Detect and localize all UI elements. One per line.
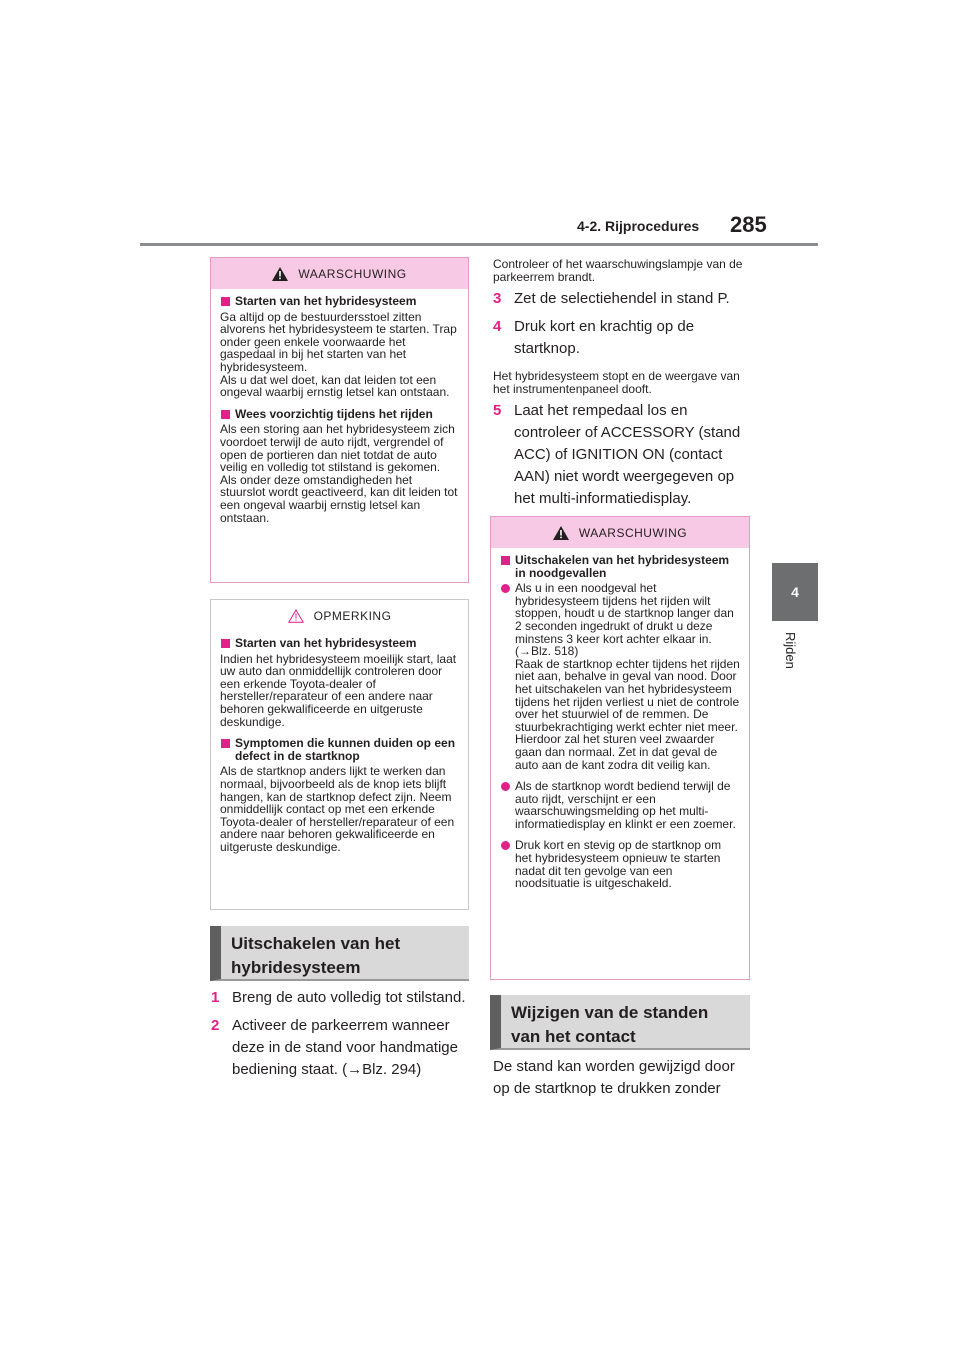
header-divider [140, 243, 818, 246]
note-text: Controleer of het waarschuwingslampje van de parkeerrem brandt. [493, 257, 743, 284]
warning-header [491, 517, 749, 548]
note-text: Het hybridesysteem stopt en de weergave van het instrumentenpaneel dooft. [493, 369, 740, 396]
paragraph: Indien het hybridesysteem moeilijk start, laat uw auto dan onmiddellijk controleren door een erkende Toyota-dealer of hersteller/reparateur of een andere naar behoren gekwalificeerde en uitgeruste deskundige. [220, 651, 457, 729]
step-item: 5 Laat het rempedaal los en controleer of ACCESSORY (stand ACC) of IGNITION ON (contact AAN) niet wordt weergegeven op het multi-informatiedisplay. [493, 402, 741, 507]
square-bullet-icon [221, 739, 230, 748]
warning-box [210, 257, 469, 583]
warning-box [490, 516, 750, 980]
subheading: Wees voorzichtig tijdens het rijden [220, 408, 459, 421]
warning-triangle-icon [272, 267, 288, 281]
paragraph: De stand kan worden gewijzigd door op de startknop te drukken zonder [493, 1058, 735, 1097]
note-header [211, 600, 468, 631]
paragraph: Als de startknop anders lijkt te werken dan normaal, bijvoorbeeld als de knop iets blijft hangen, kan de startknop defect zijn. Neem onmiddellijk contact op met een erkende Toyota-dealer of hersteller/reparateur of een andere naar behoren gekwalificeerde en uitgeruste deskundige. [220, 764, 455, 854]
chapter-label: Rijden [783, 632, 798, 669]
note-triangle-icon [288, 609, 304, 623]
subheading: Starten van het hybridesysteem [220, 295, 459, 308]
subheading: Uitschakelen van het hybridesysteem in noodgevallen [500, 554, 740, 579]
section-title: 4-2. Rijprocedures [577, 218, 700, 234]
square-bullet-icon [221, 410, 230, 419]
square-bullet-icon [221, 639, 230, 648]
round-bullet-icon [501, 841, 510, 850]
warning-title: WAARSCHUWING [298, 266, 407, 281]
warning-title: WAARSCHUWING [578, 525, 688, 540]
note-box [210, 599, 469, 910]
note-title: OPMERKING [313, 608, 392, 623]
round-bullet-icon [501, 782, 510, 791]
square-bullet-icon [501, 556, 510, 565]
square-bullet-icon [221, 297, 230, 306]
warning-header [211, 258, 468, 289]
step-item: 2 Activeer de parkeerrem wanneer deze in de stand voor handmatige bediening staat. (→Blz. 294) [211, 1017, 458, 1078]
step-item: 4 Druk kort en krachtig op de startknop. [493, 318, 695, 357]
section-heading: Wijzigen van de standen van het contact [490, 995, 750, 1050]
subheading: Symptomen die kunnen duiden op een defect in de startknop [220, 737, 459, 762]
round-bullet-icon [501, 584, 510, 593]
step-item: 1 Breng de auto volledig tot stilstand. [211, 989, 466, 1006]
warning-triangle-icon [553, 526, 569, 540]
subheading: Starten van het hybridesysteem [220, 637, 459, 650]
bullet-item: Druk kort en stevig op de startknop om het hybridesysteem opnieuw te starten nadat dit ten gevolge van een noodsituatie is uitgeschakeld. [500, 839, 740, 889]
page-number: 285 [730, 212, 767, 237]
bullet-item: Als de startknop wordt bediend terwijl de auto rijdt, verschijnt er een waarschuwingsmelding op het multi-informatiedisplay en klinkt er een zoemer. [500, 780, 740, 830]
chapter-tab: 4 [772, 563, 818, 621]
section-heading: Uitschakelen van het hybridesysteem [210, 926, 469, 981]
bullet-item: Als u in een noodgeval het hybridesysteem tijdens het rijden wilt stoppen, houdt u de startknop langer dan 2 seconden ingedrukt of drukt u deze minstens 3 keer kort achter elkaar in. (→Blz. 518) Raak de startknop echter tijdens het rijden niet aan, behalve in geval van nood. Door het uitschakelen van het hybridesysteem tijdens het rijden verliest u niet de controle over het stuurwiel of de remmen. De stuurbekrachtiging werkt echter niet meer. Hierdoor zal het sturen veel zwaarder gaan dan normaal. Zet in dat geval de auto aan de kant zodra dit veilig kan. [500, 582, 740, 771]
paragraph: Als een storing aan het hybridesysteem zich voordoet terwijl de auto rijdt, vergrendel of open de portieren dan niet totdat de auto veilig en volledig tot stilstand is gekomen. Als onder deze omstandigheden het stuurslot wordt geactiveerd, kan dit leiden tot een ongeval waarbij ernstig letsel kan ontstaan. [220, 422, 458, 525]
step-item: 3 Zet de selectiehendel in stand P. [493, 290, 730, 307]
paragraph: Ga altijd op de bestuurdersstoel zitten alvorens het hybridesysteem te starten. Trap onder geen enkele voorwaarde het gaspedaal in bij het starten van het hybridesysteem. Als u dat wel doet, kan dat leiden tot een ongeval waarbij ernstig letsel kan ontstaan. [220, 309, 457, 400]
